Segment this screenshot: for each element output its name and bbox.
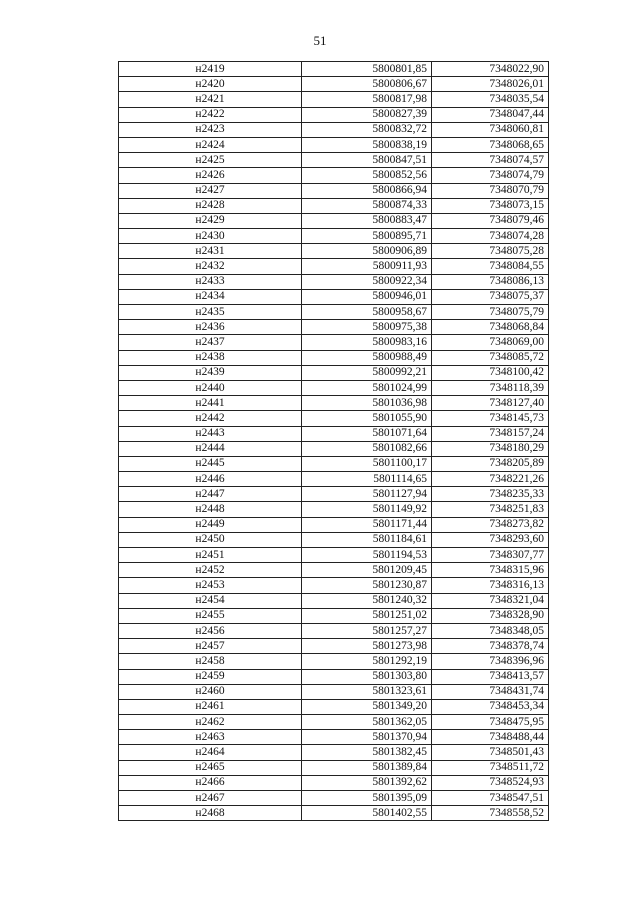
y-coordinate-cell: 7348315,96 [432,563,549,578]
table-row [119,441,549,456]
x-coordinate-cell: 5801036,98 [302,396,432,411]
point-name-cell: н2437 [119,335,302,350]
y-coordinate-cell: 7348501,43 [432,745,549,760]
x-coordinate-cell: 5801292,19 [302,654,432,669]
y-coordinate-cell: 7348205,89 [432,456,549,471]
table-row [119,320,549,335]
y-coordinate-cell: 7348075,28 [432,244,549,259]
x-coordinate-cell: 5800895,71 [302,229,432,244]
y-coordinate-cell: 7348511,72 [432,760,549,775]
table-row [119,806,549,821]
y-coordinate-cell: 7348321,04 [432,593,549,608]
y-coordinate-cell: 7348118,39 [432,380,549,395]
point-name-cell: н2438 [119,350,302,365]
table-row [119,715,549,730]
point-name-cell: н2432 [119,259,302,274]
table-row [119,380,549,395]
y-coordinate-cell: 7348235,33 [432,487,549,502]
table-row [119,107,549,122]
table-row [119,274,549,289]
y-coordinate-cell: 7348068,84 [432,320,549,335]
y-coordinate-cell: 7348074,79 [432,168,549,183]
x-coordinate-cell: 5801362,05 [302,715,432,730]
table-row [119,335,549,350]
point-name-cell: н2457 [119,639,302,654]
point-name-cell: н2420 [119,77,302,92]
y-coordinate-cell: 7348273,82 [432,517,549,532]
point-name-cell: н2441 [119,396,302,411]
point-name-cell: н2468 [119,806,302,821]
coordinates-table [118,61,549,821]
x-coordinate-cell: 5801251,02 [302,608,432,623]
point-name-cell: н2450 [119,532,302,547]
table-row [119,244,549,259]
x-coordinate-cell: 5800883,47 [302,213,432,228]
x-coordinate-cell: 5801273,98 [302,639,432,654]
x-coordinate-cell: 5801055,90 [302,411,432,426]
x-coordinate-cell: 5800847,51 [302,153,432,168]
x-coordinate-cell: 5800975,38 [302,320,432,335]
x-coordinate-cell: 5801184,61 [302,532,432,547]
table-row [119,623,549,638]
point-name-cell: н2459 [119,669,302,684]
x-coordinate-cell: 5801257,27 [302,623,432,638]
table-row [119,396,549,411]
x-coordinate-cell: 5801082,66 [302,441,432,456]
x-coordinate-cell: 5800906,89 [302,244,432,259]
y-coordinate-cell: 7348085,72 [432,350,549,365]
table-row [119,532,549,547]
y-coordinate-cell: 7348073,15 [432,198,549,213]
table-row [119,229,549,244]
table-row [119,305,549,320]
x-coordinate-cell: 5801395,09 [302,791,432,806]
x-coordinate-cell: 5800866,94 [302,183,432,198]
point-name-cell: н2451 [119,548,302,563]
y-coordinate-cell: 7348221,26 [432,472,549,487]
x-coordinate-cell: 5801323,61 [302,684,432,699]
x-coordinate-cell: 5800992,21 [302,365,432,380]
y-coordinate-cell: 7348035,54 [432,92,549,107]
y-coordinate-cell: 7348293,60 [432,532,549,547]
point-name-cell: н2452 [119,563,302,578]
y-coordinate-cell: 7348307,77 [432,548,549,563]
y-coordinate-cell: 7348069,00 [432,335,549,350]
table-row [119,578,549,593]
x-coordinate-cell: 5801194,53 [302,548,432,563]
y-coordinate-cell: 7348075,79 [432,305,549,320]
point-name-cell: н2456 [119,623,302,638]
point-name-cell: н2425 [119,153,302,168]
x-coordinate-cell: 5800832,72 [302,122,432,137]
point-name-cell: н2429 [119,213,302,228]
y-coordinate-cell: 7348060,81 [432,122,549,137]
x-coordinate-cell: 5801392,62 [302,775,432,790]
table-row [119,183,549,198]
point-name-cell: н2464 [119,745,302,760]
x-coordinate-cell: 5800958,67 [302,305,432,320]
table-row [119,122,549,137]
x-coordinate-cell: 5800827,39 [302,107,432,122]
x-coordinate-cell: 5801209,45 [302,563,432,578]
table-row [119,456,549,471]
table-row [119,593,549,608]
point-name-cell: н2430 [119,229,302,244]
table-row [119,791,549,806]
x-coordinate-cell: 5801402,55 [302,806,432,821]
point-name-cell: н2443 [119,426,302,441]
point-name-cell: н2447 [119,487,302,502]
y-coordinate-cell: 7348068,65 [432,137,549,152]
point-name-cell: н2427 [119,183,302,198]
y-coordinate-cell: 7348084,55 [432,259,549,274]
y-coordinate-cell: 7348022,90 [432,62,549,77]
y-coordinate-cell: 7348431,74 [432,684,549,699]
x-coordinate-cell: 5801230,87 [302,578,432,593]
point-name-cell: н2463 [119,730,302,745]
table-row [119,563,549,578]
table-row [119,487,549,502]
table-row [119,775,549,790]
point-name-cell: н2435 [119,305,302,320]
x-coordinate-cell: 5800988,49 [302,350,432,365]
point-name-cell: н2426 [119,168,302,183]
table-row [119,365,549,380]
table-row [119,684,549,699]
y-coordinate-cell: 7348453,34 [432,699,549,714]
point-name-cell: н2422 [119,107,302,122]
y-coordinate-cell: 7348127,40 [432,396,549,411]
table-row [119,699,549,714]
y-coordinate-cell: 7348157,24 [432,426,549,441]
x-coordinate-cell: 5800806,67 [302,77,432,92]
y-coordinate-cell: 7348075,37 [432,289,549,304]
y-coordinate-cell: 7348328,90 [432,608,549,623]
x-coordinate-cell: 5801114,65 [302,472,432,487]
y-coordinate-cell: 7348524,93 [432,775,549,790]
x-coordinate-cell: 5801171,44 [302,517,432,532]
point-name-cell: н2428 [119,198,302,213]
point-name-cell: н2421 [119,92,302,107]
point-name-cell: н2444 [119,441,302,456]
table-row [119,472,549,487]
page-number: 51 [313,33,327,48]
point-name-cell: н2458 [119,654,302,669]
point-name-cell: н2445 [119,456,302,471]
table-row [119,213,549,228]
table-row [119,259,549,274]
table-row [119,608,549,623]
y-coordinate-cell: 7348251,83 [432,502,549,517]
x-coordinate-cell: 5800922,34 [302,274,432,289]
point-name-cell: н2467 [119,791,302,806]
point-name-cell: н2461 [119,699,302,714]
table-row [119,153,549,168]
point-name-cell: н2434 [119,289,302,304]
table-row [119,730,549,745]
point-name-cell: н2449 [119,517,302,532]
x-coordinate-cell: 5800838,19 [302,137,432,152]
x-coordinate-cell: 5801382,45 [302,745,432,760]
x-coordinate-cell: 5801149,92 [302,502,432,517]
table-row [119,517,549,532]
table-row [119,77,549,92]
point-name-cell: н2454 [119,593,302,608]
x-coordinate-cell: 5801127,94 [302,487,432,502]
y-coordinate-cell: 7348070,79 [432,183,549,198]
y-coordinate-cell: 7348086,13 [432,274,549,289]
point-name-cell: н2455 [119,608,302,623]
table-row [119,289,549,304]
y-coordinate-cell: 7348348,05 [432,623,549,638]
point-name-cell: н2448 [119,502,302,517]
x-coordinate-cell: 5801100,17 [302,456,432,471]
table-row [119,198,549,213]
point-name-cell: н2431 [119,244,302,259]
point-name-cell: н2433 [119,274,302,289]
table-row [119,654,549,669]
point-name-cell: н2442 [119,411,302,426]
point-name-cell: н2462 [119,715,302,730]
x-coordinate-cell: 5800946,01 [302,289,432,304]
y-coordinate-cell: 7348475,95 [432,715,549,730]
table-row [119,502,549,517]
y-coordinate-cell: 7348316,13 [432,578,549,593]
y-coordinate-cell: 7348547,51 [432,791,549,806]
x-coordinate-cell: 5801071,64 [302,426,432,441]
point-name-cell: н2419 [119,62,302,77]
table-row [119,669,549,684]
point-name-cell: н2439 [119,365,302,380]
x-coordinate-cell: 5801024,99 [302,380,432,395]
table-row [119,760,549,775]
y-coordinate-cell: 7348079,46 [432,213,549,228]
point-name-cell: н2466 [119,775,302,790]
point-name-cell: н2423 [119,122,302,137]
x-coordinate-cell: 5800817,98 [302,92,432,107]
x-coordinate-cell: 5800801,85 [302,62,432,77]
y-coordinate-cell: 7348100,42 [432,365,549,380]
table-row [119,350,549,365]
y-coordinate-cell: 7348047,44 [432,107,549,122]
point-name-cell: н2436 [119,320,302,335]
y-coordinate-cell: 7348026,01 [432,77,549,92]
y-coordinate-cell: 7348145,73 [432,411,549,426]
y-coordinate-cell: 7348488,44 [432,730,549,745]
x-coordinate-cell: 5800983,16 [302,335,432,350]
table-row [119,137,549,152]
point-name-cell: н2465 [119,760,302,775]
y-coordinate-cell: 7348396,96 [432,654,549,669]
table-row [119,426,549,441]
y-coordinate-cell: 7348074,57 [432,153,549,168]
x-coordinate-cell: 5800911,93 [302,259,432,274]
table-row [119,62,549,77]
coordinates-table-body [119,62,549,821]
x-coordinate-cell: 5801349,20 [302,699,432,714]
table-row [119,168,549,183]
y-coordinate-cell: 7348074,28 [432,229,549,244]
x-coordinate-cell: 5800874,33 [302,198,432,213]
table-row [119,639,549,654]
y-coordinate-cell: 7348413,57 [432,669,549,684]
y-coordinate-cell: 7348378,74 [432,639,549,654]
point-name-cell: н2440 [119,380,302,395]
table-row [119,411,549,426]
x-coordinate-cell: 5801303,80 [302,669,432,684]
table-row [119,548,549,563]
x-coordinate-cell: 5801370,94 [302,730,432,745]
y-coordinate-cell: 7348180,29 [432,441,549,456]
table-row [119,92,549,107]
x-coordinate-cell: 5800852,56 [302,168,432,183]
point-name-cell: н2460 [119,684,302,699]
point-name-cell: н2446 [119,472,302,487]
y-coordinate-cell: 7348558,52 [432,806,549,821]
point-name-cell: н2424 [119,137,302,152]
x-coordinate-cell: 5801389,84 [302,760,432,775]
table-row [119,745,549,760]
x-coordinate-cell: 5801240,32 [302,593,432,608]
point-name-cell: н2453 [119,578,302,593]
